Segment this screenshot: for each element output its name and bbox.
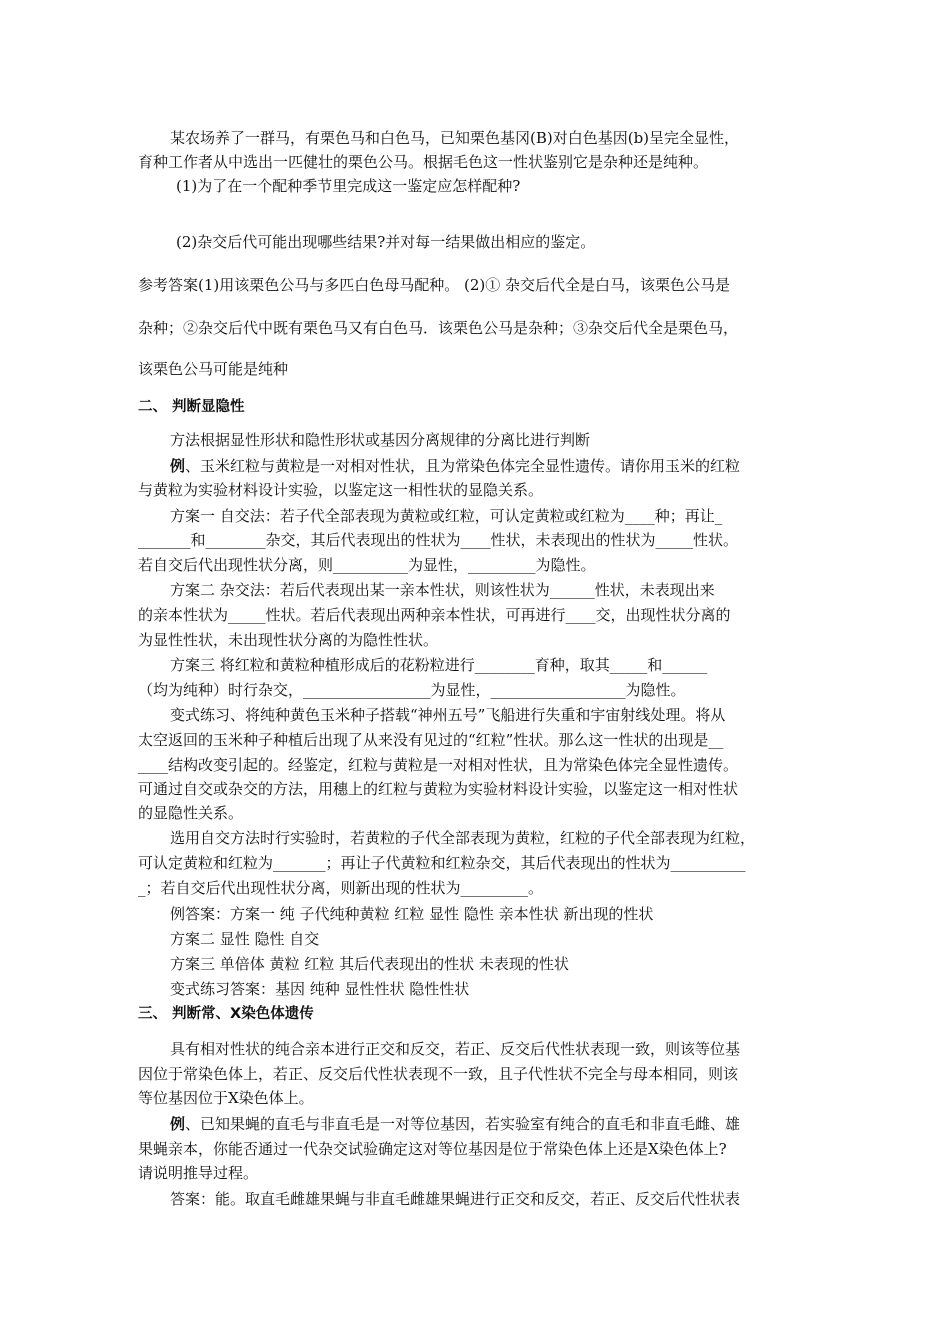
plan3-line-1: 方案三 将红粒和黄粒种植形成后的花粉粒进行________育种，取其_____和______: [170, 656, 708, 674]
example-line-2: 与黄粒为实验材料设计实验，以鉴定这一相性状的显隐关系。: [138, 481, 544, 499]
example-answer-line-2: 方案二 显性 隐性 自交: [170, 930, 320, 948]
problem-line-2: 育种工作者从中选出一匹健壮的栗色公马。根据毛色这一性状鉴别它是杂种还是纯种。: [138, 153, 709, 171]
variant-line-5: 的显隐性关系。: [138, 804, 244, 822]
method-text: 方法根据显性形状和隐性形状或基因分离规律的分离比进行判断: [170, 431, 591, 449]
plan1-line-2: _______和________杂交，其后代表现出的性状为____性状，未表现出的性状为_____性状。: [138, 531, 739, 549]
plan1-line-3: 若自交后代出现性状分离，则__________为显性，_________为隐性。: [138, 556, 596, 574]
answer-line-3: 该栗色公马可能是纯种: [138, 360, 289, 378]
variant-line-1: 变式练习、将纯种黄色玉米种子搭载“神州五号”飞船进行失重和宇宙射线处理。将从: [170, 706, 726, 724]
variant-line-4: 可通过自交或杂交的方法，用穗上的红粒与黄粒为实验材料设计实验，以鉴定这一相对性状: [138, 780, 739, 798]
example-text: 、玉米红粒与黄粒是一对相对性状，且为常染色体完全显性遗传。请你用玉米的红粒: [185, 457, 741, 475]
paragraph-line-1: 具有相对性状的纯合亲本进行正交和反交，若正、反交后代性状表现一致，则该等位基: [170, 1040, 741, 1058]
selfcross-line-2: 可认定黄粒和红粒为_______；再让子代黄粒和红粒杂交，其后代表现出的性状为__________: [138, 854, 746, 872]
variant-answer: 变式练习答案：基因 纯种 显性性状 隐性性状: [170, 980, 470, 998]
example3-text: 、已知果蝇的直毛与非直毛是一对等位基因，若实验室有纯合的直毛和非直毛雌、雄: [185, 1115, 741, 1133]
paragraph-line-3: 等位基因位于X染色体上。: [138, 1089, 314, 1107]
example-line-1: [170, 455, 740, 477]
example3-label: 例: [170, 1115, 186, 1133]
plan2-line-3: 为显性性状，未出现性状分离的为隐性性状。: [138, 631, 439, 649]
example-answer-line-1: 例答案：方案一 纯 子代纯种黄粒 红粒 显性 隐性 亲本性状 新出现的性状: [170, 905, 654, 923]
section-heading-2: 二、 判断显隐性: [138, 399, 245, 415]
variant-line-2: 太空返回的玉米种子种植后出现了从来没有见过的“红粒”性状。那么这一性状的出现是__: [138, 731, 724, 749]
question-2: (2)杂交后代可能出现哪些结果?并对每一结果做出相应的鉴定。: [176, 233, 596, 251]
question-1: (1)为了在一个配种季节里完成这一鉴定应怎样配种?: [176, 177, 521, 195]
variant-line-3: ____结构改变引起的。经鉴定，红粒与黄粒是一对相对性状，且为常染色体完全显性遗传。: [138, 756, 739, 774]
plan2-line-1: 方案二 杂交法：若后代表现出某一亲本性状，则该性状为______性状，未表现出来: [170, 581, 715, 599]
plan2-line-2: 的亲本性状为_____性状。若后代表现出两种亲本性状，可再进行____交，出现性状分离的: [138, 606, 731, 624]
section-heading-3: 三、 判断常、X染色体遗传: [138, 1006, 314, 1022]
selfcross-line-3: _；若自交后代出现性状分离，则新出现的性状为_________。: [138, 879, 544, 897]
problem-line-1: 某农场养了一群马，有栗色马和白色马，已知栗色基冈(B)对白色基因(b)呈完全显性，: [170, 129, 740, 147]
selfcross-line-1: 选用自交方法时行实验时，若黄粒的子代全部表现为黄粒，红粒的子代全部表现为红粒，: [170, 829, 756, 847]
answer-line-1: 参考答案(1)用该栗色公马与多匹白色母马配种。 (2)① 杂交后代全是白马，该栗色公马是: [138, 276, 731, 294]
answer3-line-1: 答案：能。取直毛雌雄果蝇与非直毛雌雄果蝇进行正交和反交，若正、反交后代性状表: [170, 1190, 741, 1208]
answer-line-2: 杂种；②杂交后代中既有栗色马又有白色马．该栗色公马是杂种；③杂交后代全是栗色马，: [138, 319, 739, 337]
example3-line-1: [170, 1113, 740, 1135]
example3-line-2: 果蝇亲本，你能否通过一代杂交试验确定这对等位基因是位于常染色体上还是X染色体上?: [138, 1140, 727, 1158]
example-answer-line-3: 方案三 单倍体 黄粒 红粒 其后代表现出的性状 未表现的性状: [170, 955, 569, 973]
example3-line-3: 请说明推导过程。: [138, 1164, 259, 1182]
plan3-line-2: （均为纯种）时行杂交，_________________为显性，__________________为隐性。: [138, 681, 686, 699]
plan1-line-1: 方案一 自交法：若子代全部表现为黄粒或红粒，可认定黄粒或红粒为____种；再让_: [170, 507, 723, 525]
paragraph-line-2: 因位于常染色体上，若正、反交后代性状表现不一致，且子代性状不完全与母本相同，则该: [138, 1065, 739, 1083]
example-label: 例: [170, 457, 186, 475]
